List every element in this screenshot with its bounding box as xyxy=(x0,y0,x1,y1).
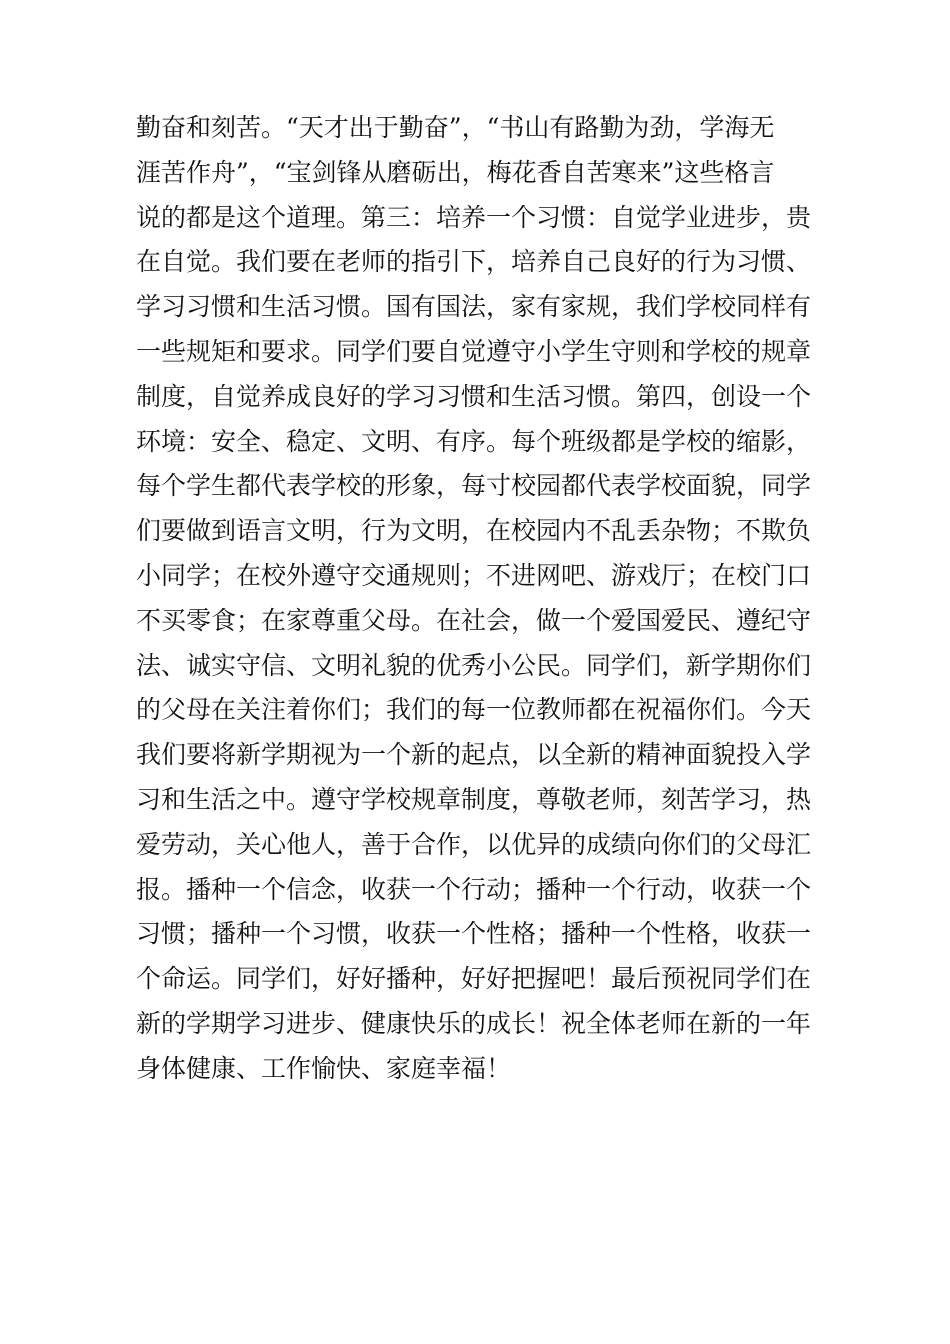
text-line: 习和生活之中。遵守学校规章制度，尊敬老师，刻苦学习，热 xyxy=(136,784,812,814)
text-line: 勤奋和刻苦。“天才出于勤奋”，“书山有路勤为劲，学海无 xyxy=(136,113,775,142)
text-line: 爱劳动，关心他人，善于合作，以优异的成绩向你们的父母汇 xyxy=(136,829,812,859)
text-line: 不买零食；在家尊重父母。在社会，做一个爱国爱民、遵纪守 xyxy=(136,605,812,635)
body-text xyxy=(136,106,836,1092)
text-line: 小同学；在校外遵守交通规则；不进网吧、游戏厅；在校门口 xyxy=(136,560,812,590)
text-line: 一些规矩和要求。同学们要自觉遵守小学生守则和学校的规章 xyxy=(136,336,812,366)
text-line: 报。播种一个信念，收获一个行动；播种一个行动，收获一个 xyxy=(136,874,812,904)
text-line: 法、诚实守信、文明礼貌的优秀小公民。同学们，新学期你们 xyxy=(136,650,812,680)
text-line: 的父母在关注着你们；我们的每一位教师都在祝福你们。今天 xyxy=(136,695,812,725)
text-line: 制度，自觉养成良好的学习习惯和生活习惯。第四，创设一个 xyxy=(136,381,812,411)
text-line: 习惯；播种一个习惯，收获一个性格；播种一个性格，收获一 xyxy=(136,919,812,949)
text-line: 在自觉。我们要在老师的指引下，培养自己良好的行为习惯、 xyxy=(136,247,812,277)
text-line: 身体健康、工作愉快、家庭幸福！ xyxy=(136,1053,512,1083)
text-line: 个命运。同学们，好好播种，好好把握吧！最后预祝同学们在 xyxy=(136,964,812,994)
text-line: 每个学生都代表学校的形象，每寸校园都代表学校面貌，同学 xyxy=(136,471,812,501)
text-line: 环境：安全、稳定、文明、有序。每个班级都是学校的缩影， xyxy=(136,426,812,456)
text-line: 新的学期学习进步、健康快乐的成长！祝全体老师在新的一年 xyxy=(136,1008,812,1038)
text-line: 学习习惯和生活习惯。国有国法，家有家规，我们学校同样有 xyxy=(136,292,812,322)
text-line: 我们要将新学期视为一个新的起点，以全新的精神面貌投入学 xyxy=(136,740,812,770)
text-line: 们要做到语言文明，行为文明，在校园内不乱丢杂物；不欺负 xyxy=(136,516,812,546)
text-line: 涯苦作舟”，“宝剑锋从磨砺出，梅花香自苦寒来”这些格言 xyxy=(136,157,775,187)
text-line: 说的都是这个道理。第三：培养一个习惯：自觉学业进步，贵 xyxy=(136,202,812,232)
